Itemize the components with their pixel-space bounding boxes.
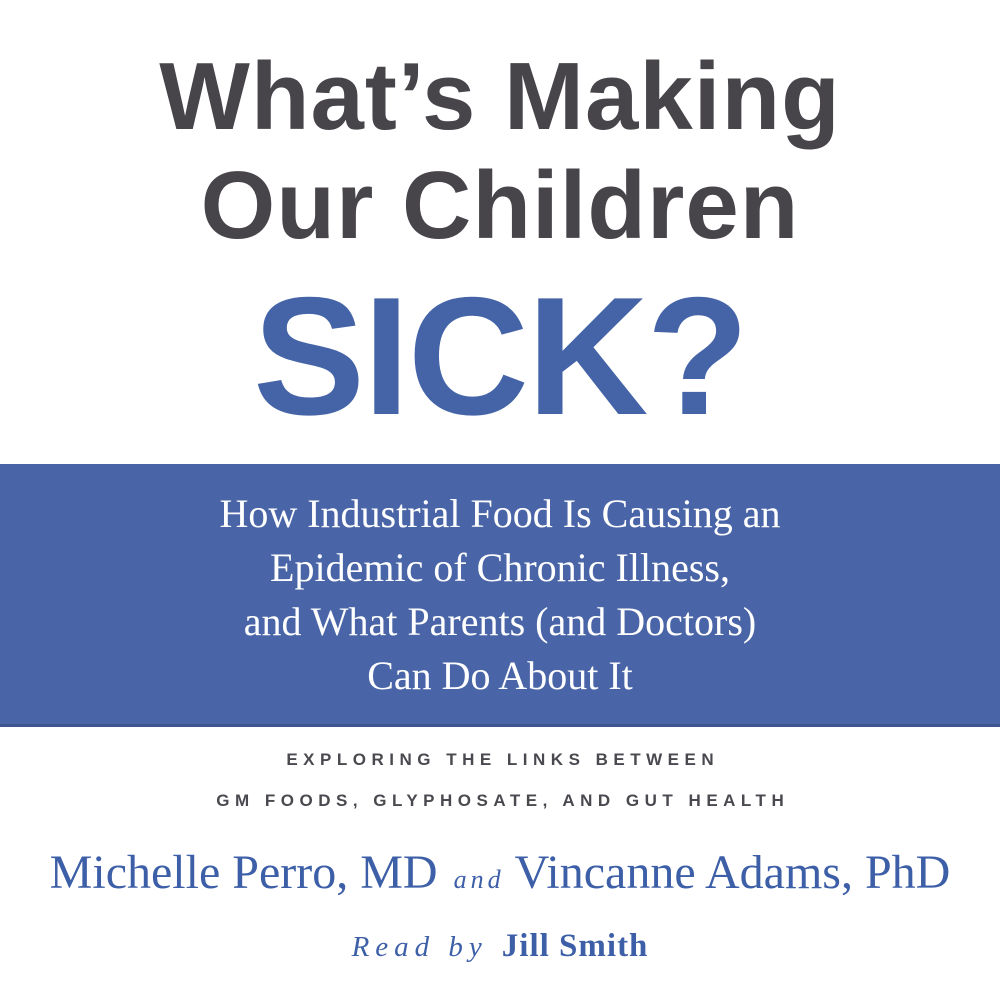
tagline-line-1: EXPLORING THE LINKS BETWEEN (286, 750, 720, 769)
subtitle-band (0, 464, 1000, 727)
narrator-credit (0, 926, 1000, 972)
read-by-label: Read by (351, 931, 488, 963)
author-2: Vincanne Adams, PhD (514, 846, 951, 899)
tagline (0, 739, 1000, 821)
subtitle-line-4: Can Do About It (367, 653, 633, 698)
author-credits (0, 844, 1000, 909)
title-line-3-sick: SICK? (253, 262, 747, 450)
title-line-2: Our Children (200, 152, 800, 259)
author-1: Michelle Perro, MD (49, 846, 438, 899)
tagline-line-2: GM FOODS, GLYPHOSATE, AND GUT HEALTH (216, 791, 790, 810)
author-conjunction: and (453, 865, 505, 894)
narrator-name: Jill Smith (501, 928, 649, 964)
subtitle-line-2: Epidemic of Chronic Illness, (270, 545, 730, 590)
subtitle-line-1: How Industrial Food Is Causing an (219, 491, 781, 536)
title-line-1: What’s Making (159, 43, 841, 150)
subtitle-line-3: and What Parents (and Doctors) (243, 599, 757, 644)
